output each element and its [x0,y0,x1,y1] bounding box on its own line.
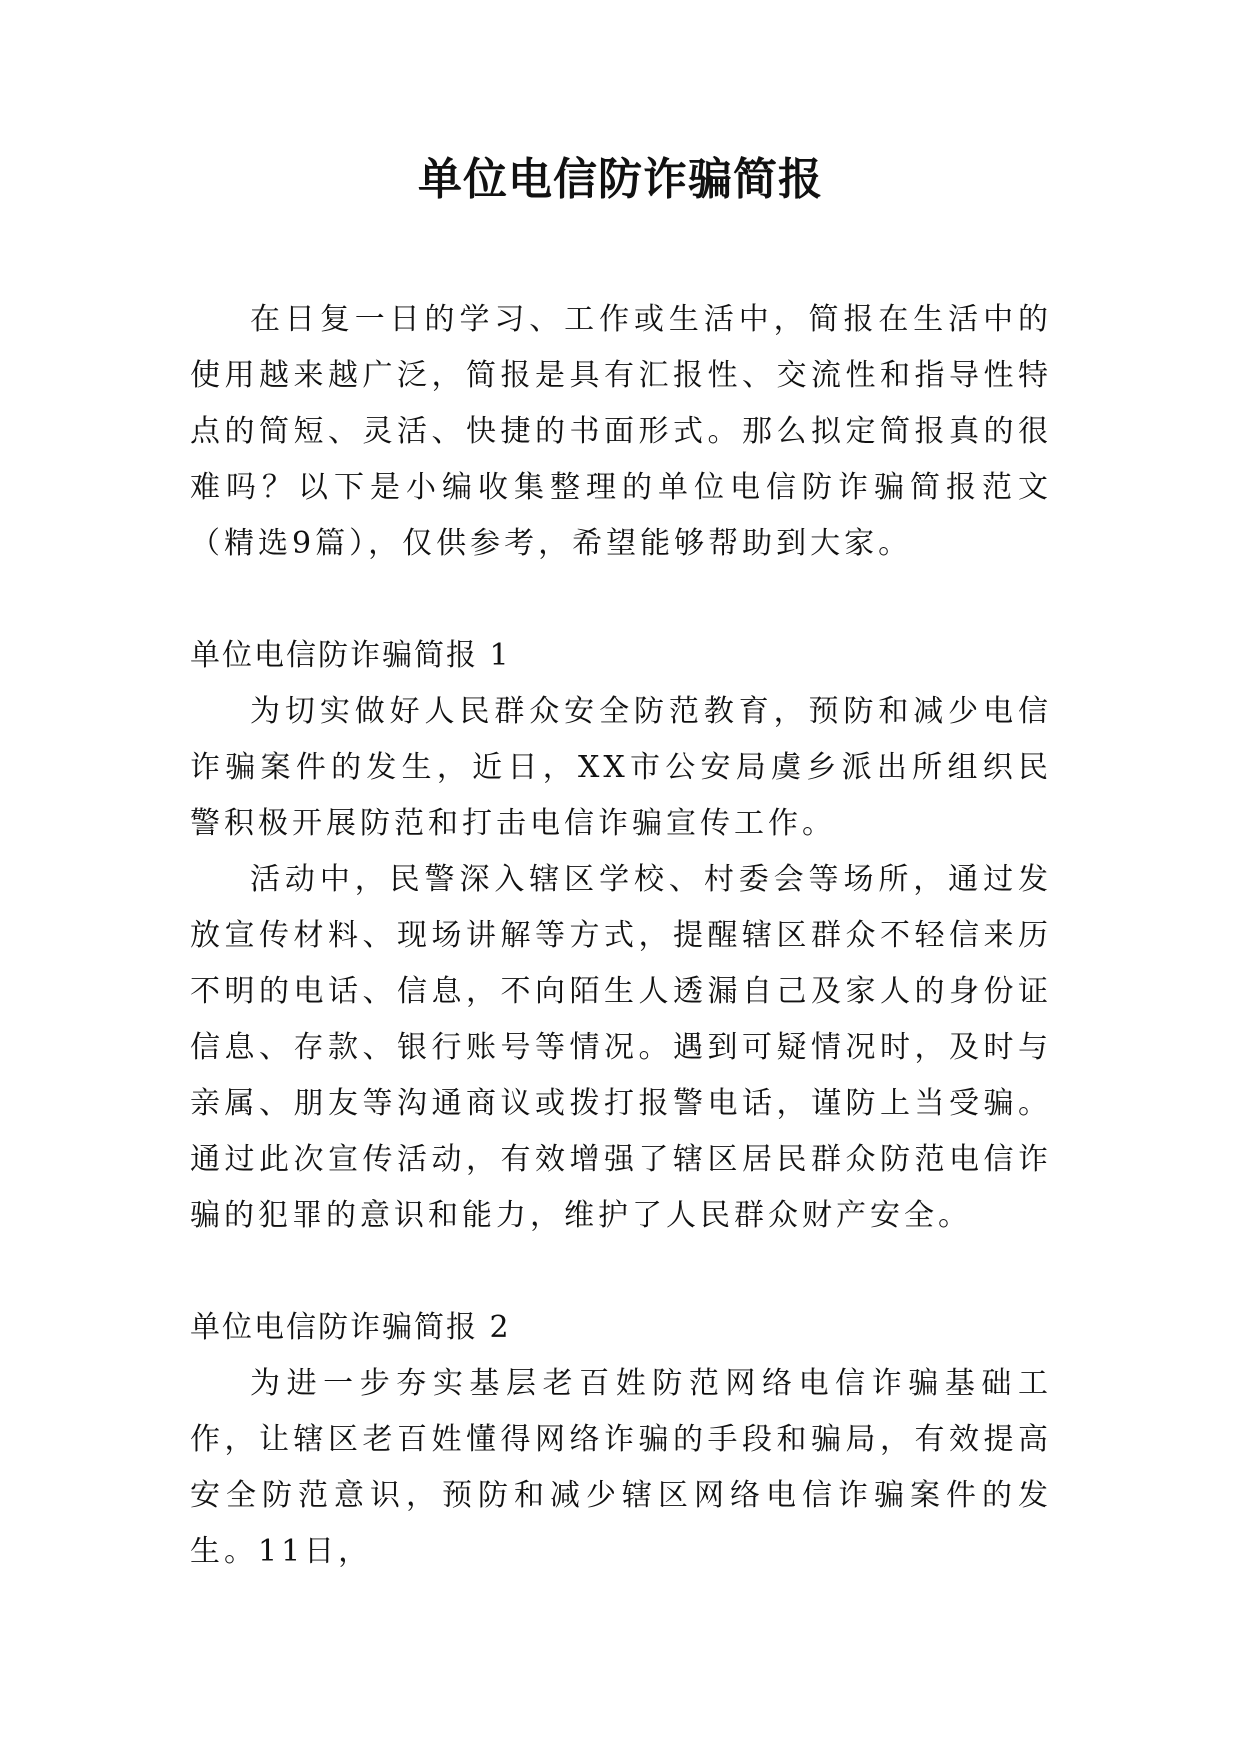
section-spacer [190,1244,1052,1300]
document-title: 单位电信防诈骗简报 [418,154,823,205]
section-2-paragraph-1: 为进一步夯实基层老百姓防范网络电信诈骗基础工作，让辖区老百姓懂得网络诈骗的手段和骗局，有效提高安全防范意识，预防和减少辖区网络电信诈骗案件的发生。11日， [190,1366,1052,1569]
section-heading-1: 单位电信防诈骗简报 1 [190,638,511,673]
section-1-paragraph-1: 为切实做好人民群众安全防范教育，预防和减少电信诈骗案件的发生，近日，XX市公安局虞乡派出所组织民警积极开展防范和打击电信诈骗宣传工作。 [190,694,1052,841]
section-spacer [190,572,1052,628]
section-heading-2: 单位电信防诈骗简报 2 [190,1310,511,1345]
section-1-paragraph-2: 活动中，民警深入辖区学校、村委会等场所，通过发放宣传材料、现场讲解等方式，提醒辖区群众不轻信来历不明的电话、信息，不向陌生人透漏自己及家人的身份证信息、存款、银行账号等情况。遇到可疑情况时，及时与亲属、朋友等沟通商议或拨打报警电话，谨防上当受骗。通过此次宣传活动，有效增强了辖区居民群众防范电信诈骗的犯罪的意识和能力，维护了人民群众财产安全。 [190,862,1052,1233]
document-body [190,292,1052,1580]
intro-paragraph: 在日复一日的学习、工作或生活中，简报在生活中的使用越来越广泛，简报是具有汇报性、交流性和指导性特点的简短、灵活、快捷的书面形式。那么拟定简报真的很难吗？以下是小编收集整理的单位电信防诈骗简报范文（精选9篇），仅供参考，希望能够帮助到大家。 [190,302,1052,561]
